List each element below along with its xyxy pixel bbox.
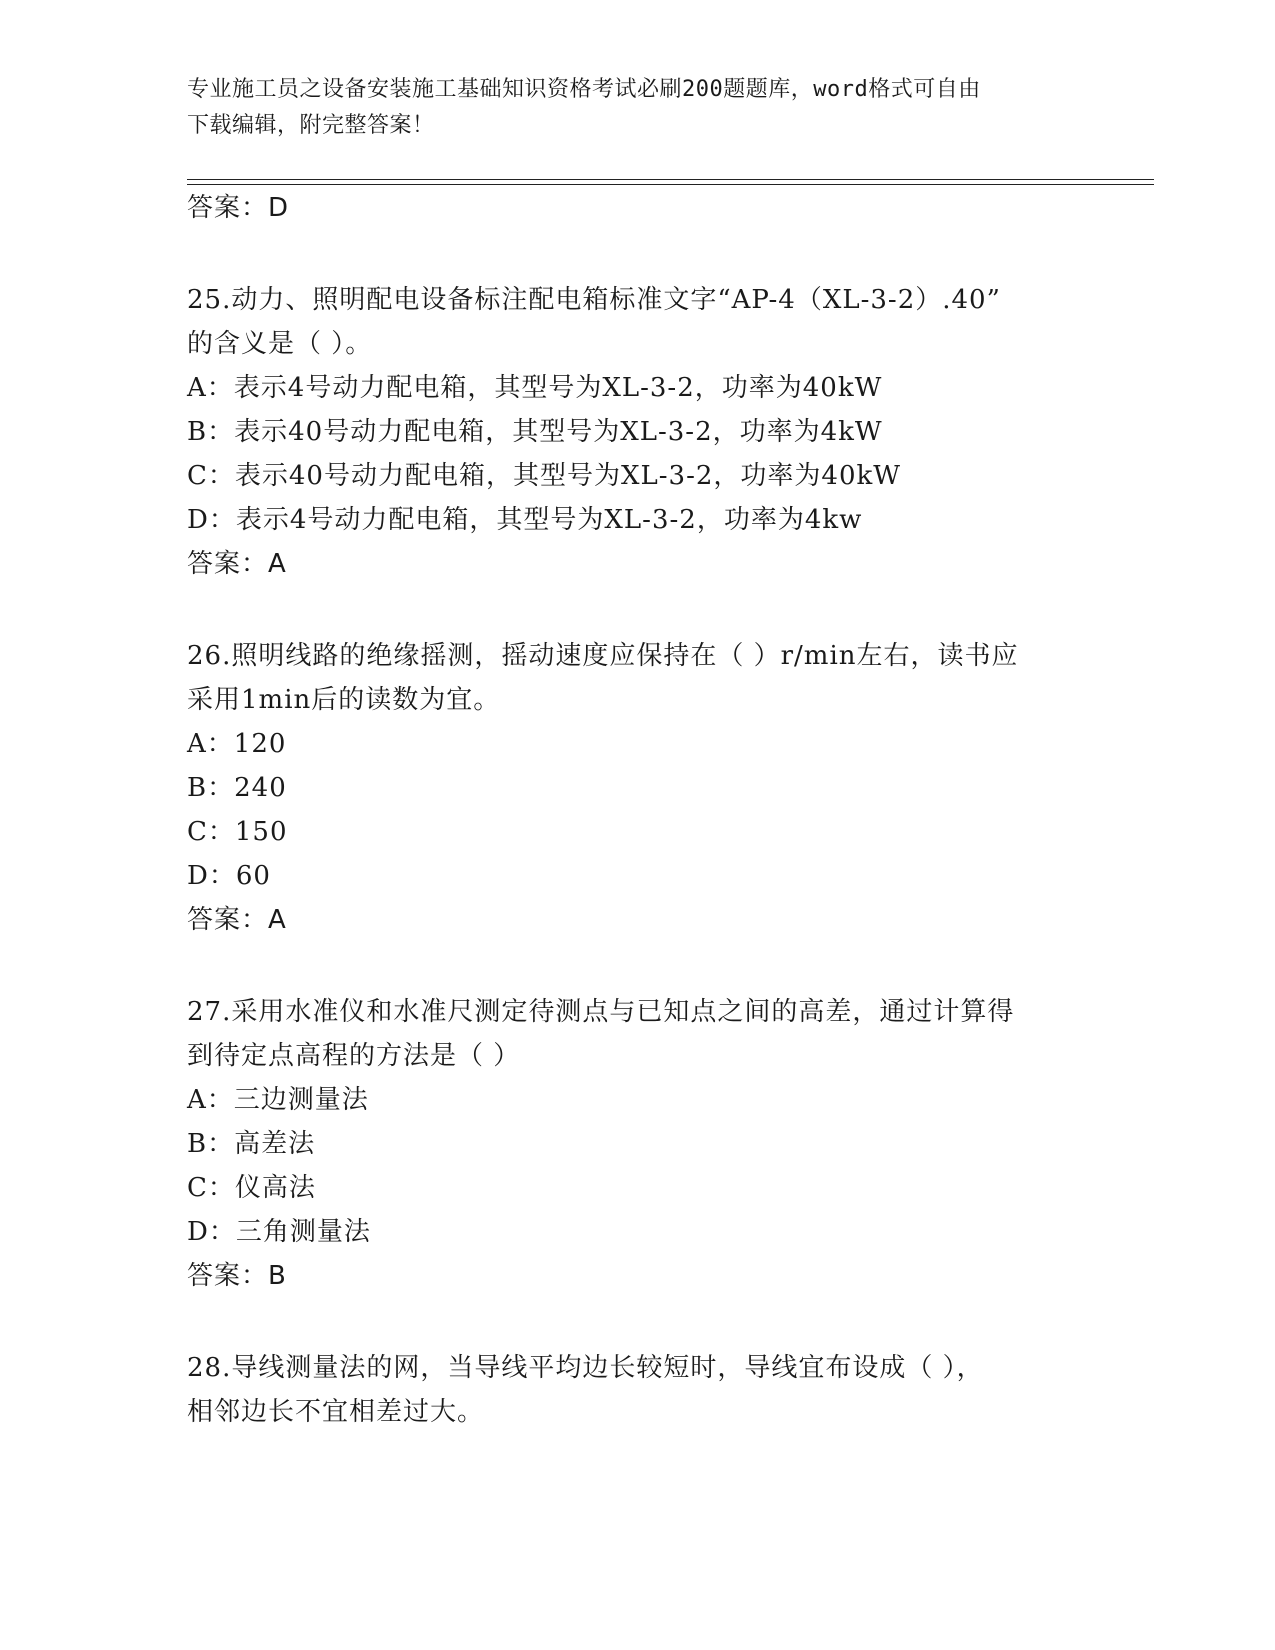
question-25-option-c: C：表示40号动力配电箱，其型号为XL-3-2，功率为40kW <box>187 461 901 491</box>
question-25-stem-line-1: 25.动力、照明配电设备标注配电箱标准文字“AP-4（XL-3-2）.40” <box>187 285 1001 315</box>
question-26-option-b: B：240 <box>187 773 287 803</box>
question-26-option-a: A：120 <box>187 729 287 759</box>
header-divider-bottom <box>187 184 1154 185</box>
question-26-answer: 答案：A <box>187 905 287 935</box>
header-divider-top <box>187 179 1154 180</box>
question-27-answer: 答案：B <box>187 1261 287 1291</box>
question-28-stem-line-1: 28.导线测量法的网，当导线平均边长较短时，导线宜布设成（ ）， <box>187 1353 984 1383</box>
question-25-answer: 答案：A <box>187 549 287 579</box>
question-27-option-d: D：三角测量法 <box>187 1217 371 1247</box>
question-27-option-a: A：三边测量法 <box>187 1085 369 1115</box>
question-26-stem-line-2: 采用1min后的读数为宜。 <box>187 685 501 715</box>
question-25-option-d: D：表示4号动力配电箱，其型号为XL-3-2，功率为4kw <box>187 505 863 535</box>
question-26-stem-line-1: 26.照明线路的绝缘摇测，摇动速度应保持在（ ）r/min左右，读书应 <box>187 641 1019 671</box>
prev-question-answer: 答案：D <box>187 193 290 223</box>
question-27-option-b: B：高差法 <box>187 1129 316 1159</box>
question-25-option-b: B：表示40号动力配电箱，其型号为XL-3-2，功率为4kW <box>187 417 883 447</box>
question-26-option-c: C：150 <box>187 817 288 847</box>
question-26-option-d: D：60 <box>187 861 271 891</box>
question-27-stem-line-2: 到待定点高程的方法是（ ） <box>187 1041 521 1071</box>
question-27-option-c: C：仪高法 <box>187 1173 316 1203</box>
question-25-option-a: A：表示4号动力配电箱，其型号为XL-3-2，功率为40kW <box>187 373 883 403</box>
question-27-stem-line-1: 27.采用水准仪和水准尺测定待测点与已知点之间的高差，通过计算得 <box>187 997 1015 1027</box>
question-28-stem-line-2: 相邻边长不宜相差过大。 <box>187 1397 485 1427</box>
header-line-1: 专业施工员之设备安装施工基础知识资格考试必刷200题题库，word格式可自由 <box>187 77 981 102</box>
question-25-stem-line-2: 的含义是（ ）。 <box>187 329 373 359</box>
header-line-2: 下载编辑，附完整答案！ <box>187 113 435 138</box>
document-header <box>187 72 1087 144</box>
